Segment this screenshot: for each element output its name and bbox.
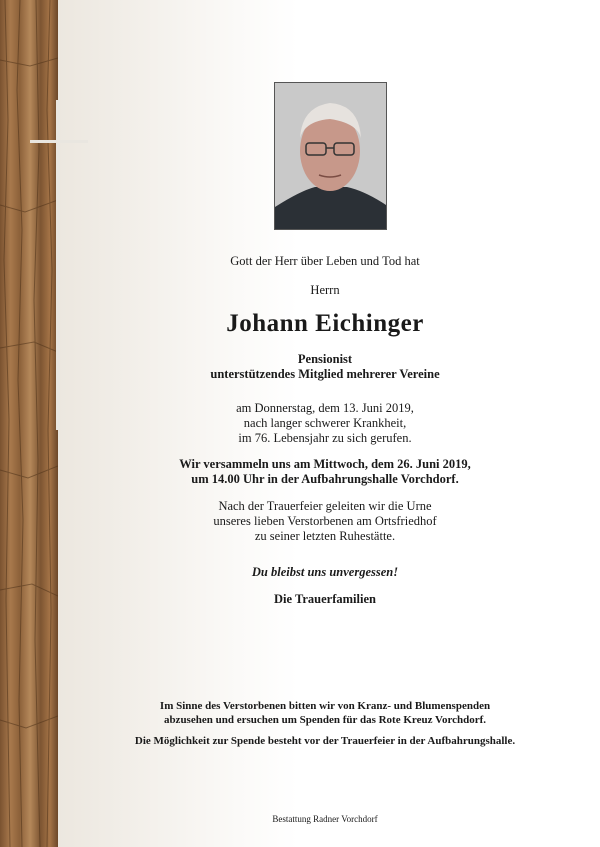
ceremony-line: zu seiner letzten Ruhestätte. xyxy=(254,529,396,543)
opening-line: Gott der Herr über Leben und Tod hat xyxy=(230,254,420,268)
cross-horizontal-bar xyxy=(30,140,88,143)
deceased-name: Johann Eichinger xyxy=(226,310,424,337)
occupation: Pensionist xyxy=(297,352,353,366)
death-notice-line: am Donnerstag, dem 13. Juni 2019, xyxy=(236,401,414,415)
portrait-illustration xyxy=(275,83,386,229)
death-notice-line: im 76. Lebensjahr zu sich gerufen. xyxy=(238,431,412,445)
funeral-home-footer: Bestattung Radner Vorchdorf xyxy=(272,814,378,824)
ceremony-line: unseres lieben Verstorbenen am Ortsfriedhof xyxy=(213,514,437,528)
death-notice-line: nach langer schwerer Krankheit, xyxy=(243,416,407,430)
cross-vertical-bar xyxy=(56,100,60,430)
portrait-photo xyxy=(274,82,387,230)
death-notice xyxy=(90,401,560,446)
donation-line: Im Sinne des Verstorbenen bitten wir von Kranz- und Blumenspenden xyxy=(159,700,491,712)
donation-note: Die Möglichkeit zur Spende besteht vor der Trauerfeier in der Aufbahrungshalle. xyxy=(134,735,516,747)
gathering-line: um 14.00 Uhr in der Aufbahrungshalle Vorchdorf. xyxy=(191,472,459,486)
ceremony-line: Nach der Trauerfeier geleiten wir die Urne xyxy=(218,499,432,513)
ceremony-notice xyxy=(90,499,560,544)
salutation: Herrn xyxy=(310,283,340,297)
wood-texture-border xyxy=(0,0,58,847)
gathering-line: Wir versammeln uns am Mittwoch, dem 26. Juni 2019, xyxy=(179,457,471,471)
donation-request xyxy=(90,699,560,727)
donation-line: abzusehen und ersuchen um Spenden für das Rote Kreuz Vorchdorf. xyxy=(163,714,487,726)
wood-grain-lines xyxy=(0,0,58,847)
gathering-notice xyxy=(90,457,560,487)
signature: Die Trauerfamilien xyxy=(274,592,376,606)
membership: unterstützendes Mitglied mehrerer Vereine xyxy=(210,367,440,381)
farewell-line: Du bleibst uns unvergessen! xyxy=(251,565,399,579)
